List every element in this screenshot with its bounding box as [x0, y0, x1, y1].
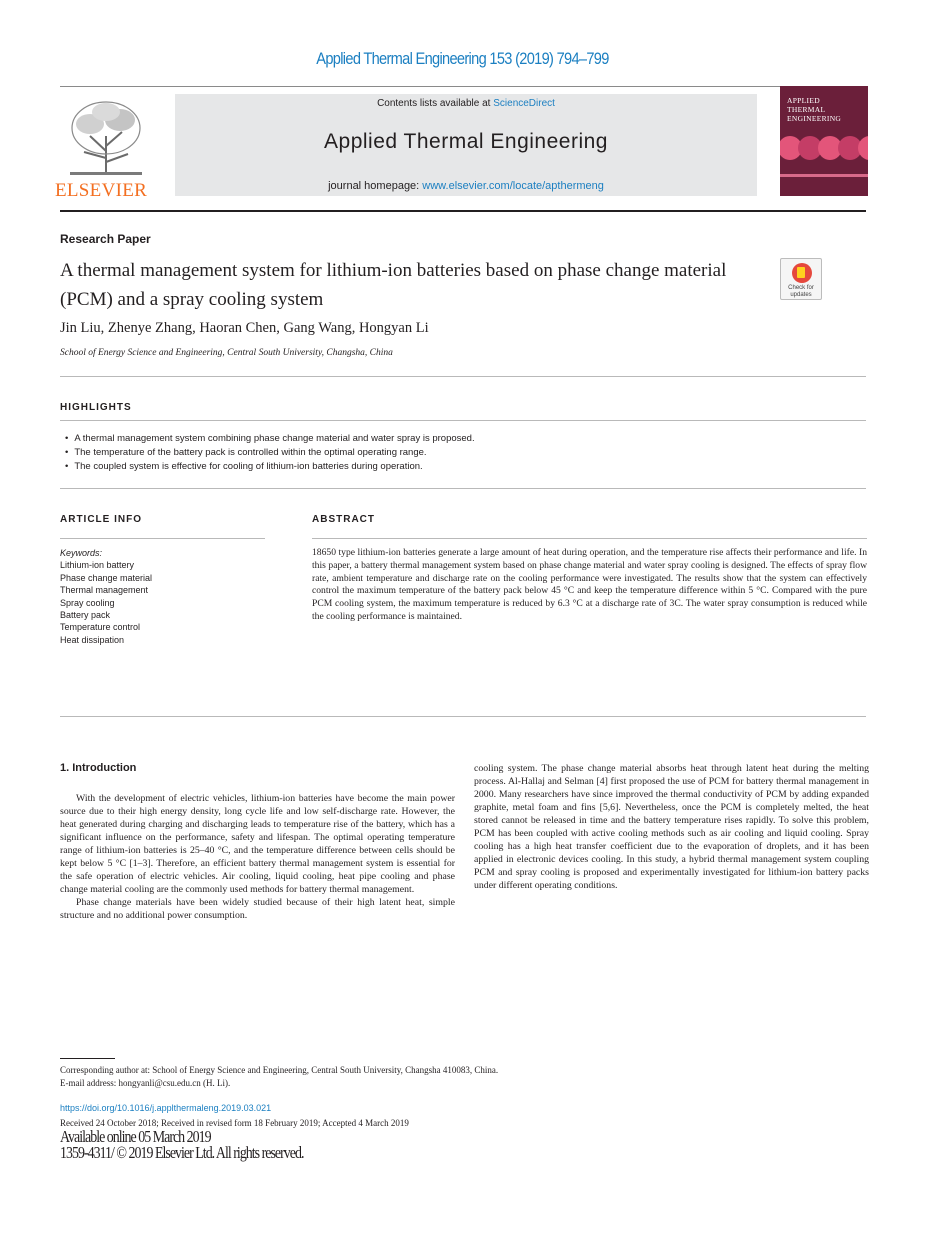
- article-type: Research Paper: [60, 232, 151, 246]
- divider: [60, 420, 866, 421]
- keyword: Lithium-ion battery: [60, 560, 135, 571]
- title-rule: [60, 210, 866, 212]
- journal-cover[interactable]: [780, 86, 868, 196]
- keyword: Spray cooling: [60, 597, 115, 608]
- divider: [312, 538, 867, 539]
- article-info-heading: ARTICLE INFO: [60, 514, 142, 525]
- available-prefix: Contents lists available at: [377, 98, 494, 109]
- bookmark-icon: [792, 263, 812, 283]
- cover-art-icon: [780, 128, 868, 168]
- section-heading: 1. Introduction: [60, 762, 137, 774]
- journal-reference[interactable]: Applied Thermal Engineering 153 (2019) 794–799: [316, 49, 609, 68]
- doi-link[interactable]: https://doi.org/10.1016/j.applthermaleng.2019.03.021: [60, 1103, 272, 1113]
- journal-masthead: [175, 94, 757, 196]
- header-rule: [60, 86, 866, 87]
- paragraph: cooling system. The phase change material absorbs heat through latent heat during the melting process. Al-Hallaj and Selman [4] first proposed the use of PCM for battery thermal management in 2000. Many researchers have since improved the thermal conductivity of PCM by adding expanded graphite, metal foam and fins [5,6]. Nevertheless, once the PCM is completely melted, the heat stored cannot be released in time and the battery temperature rises rapidly. To solve this problem, PCM has been coupled with active cooling methods such as air cooling and liquid cooling. Spray cooling has a high heat transfer coefficient due to the evaporation of droplets, and it has been applied in electronic devices cooling. In this study, a hybrid thermal management system coupling PCM and spray cooling is proposed and experimentally investigated for lithium-ion battery packs under different operating conditions.: [474, 763, 869, 891]
- keyword: Thermal management: [60, 585, 149, 596]
- affiliation: School of Energy Science and Engineering, Central South University, Changsha, China: [60, 348, 393, 358]
- footnote-rule: [60, 1058, 115, 1059]
- homepage-prefix: journal homepage:: [328, 180, 423, 192]
- divider: [60, 716, 866, 717]
- journal-homepage: [175, 180, 757, 192]
- list-item: • The temperature of the battery pack is controlled within the optimal operating range.: [65, 446, 845, 460]
- footnote: [60, 1064, 850, 1089]
- author-list[interactable]: Jin Liu, Zhenye Zhang, Haoran Chen, Gang Wang, Hongyan Li: [60, 320, 429, 336]
- check-for-updates-badge[interactable]: [780, 258, 822, 300]
- abstract-text: 18650 type lithium-ion batteries generate a large amount of heat during operation, and the temperature rise affects their performance and life. In this paper, a battery thermal management system based on phase change material and water spray cooling is designed. The effects of spray flow rate, ambient temperature and discharge rate on the cooling performance were investigated. The results show that the system can effectively control the maximum temperature of the battery pack below 45 °C and keep the temperature difference within 5 °C. Compared with the pure PCM cooling system, the maximum temperature is reduced by 6.3 °C at a discharge rate of 3C. The water spray consumption is reduced while the cooling performance is maintained.: [312, 547, 867, 622]
- article-title: A thermal management system for lithium-ion batteries based on phase change material (PCM) and a spray cooling system: [60, 260, 727, 310]
- email-address[interactable]: E-mail address: hongyanli@csu.edu.cn (H. Li).: [60, 1077, 231, 1088]
- divider: [60, 376, 866, 377]
- contents-available: [175, 98, 757, 109]
- highlights-list: [65, 432, 845, 474]
- sciencedirect-link[interactable]: ScienceDirect: [493, 98, 555, 109]
- abstract-heading: ABSTRACT: [312, 514, 375, 525]
- publisher-wordmark: ELSEVIER: [55, 180, 148, 201]
- divider: [60, 488, 866, 489]
- received-dates: Received 24 October 2018; Received in revised form 18 February 2019; Accepted 4 March 2019: [60, 1118, 409, 1128]
- check-for-updates-label: Check for updates: [788, 285, 814, 298]
- cover-bar: [780, 174, 868, 177]
- list-item: • A thermal management system combining phase change material and water spray is proposed.: [65, 432, 845, 446]
- available-online: Available online 05 March 2019: [60, 1127, 211, 1146]
- divider: [60, 538, 265, 539]
- keywords-title: Keywords:: [60, 548, 103, 558]
- paragraph: Phase change materials have been widely studied because of their high latent heat, simple structure and no additional power consumption.: [60, 897, 455, 921]
- keyword: Battery pack: [60, 610, 111, 621]
- paragraph: With the development of electric vehicles, lithium-ion batteries have become the main power source due to their high energy density, long cycle life and low self-discharge rate. However, the heat generated during charging and discharging leads to temperature rise of the battery, which has a significant influence on the performance, safety and lifespan. The optimal operating temperature range of lithium-ion batteries is 25–40 °C, and the temperature difference between cells should be kept below 5 °C [1–3]. Therefore, an efficient battery thermal management system is essential for the safe operation of electric vehicles. Air cooling, liquid cooling, heat pipe cooling and phase change material cooling are the commonly used methods for battery thermal management.: [60, 793, 455, 895]
- keyword: Temperature control: [60, 622, 141, 633]
- homepage-link[interactable]: www.elsevier.com/locate/apthermeng: [422, 180, 604, 192]
- highlights-heading: HIGHLIGHTS: [60, 402, 132, 413]
- cover-title: APPLIED THERMAL ENGINEERING: [787, 96, 842, 123]
- body-column-left: [60, 792, 455, 922]
- journal-title: Applied Thermal Engineering: [324, 130, 608, 153]
- list-item: • The coupled system is effective for cooling of lithium-ion batteries during operation.: [65, 460, 845, 474]
- body-column-right: [474, 762, 869, 892]
- keyword: Phase change material: [60, 572, 153, 583]
- keyword: Heat dissipation: [60, 634, 125, 645]
- copyright: 1359-4311/ © 2019 Elsevier Ltd. All rights reserved.: [60, 1143, 304, 1162]
- corresponding-author: Corresponding author at: School of Energy Science and Engineering, Central South University, Changsha 410083, China.: [60, 1065, 499, 1075]
- keywords-block: [60, 547, 265, 646]
